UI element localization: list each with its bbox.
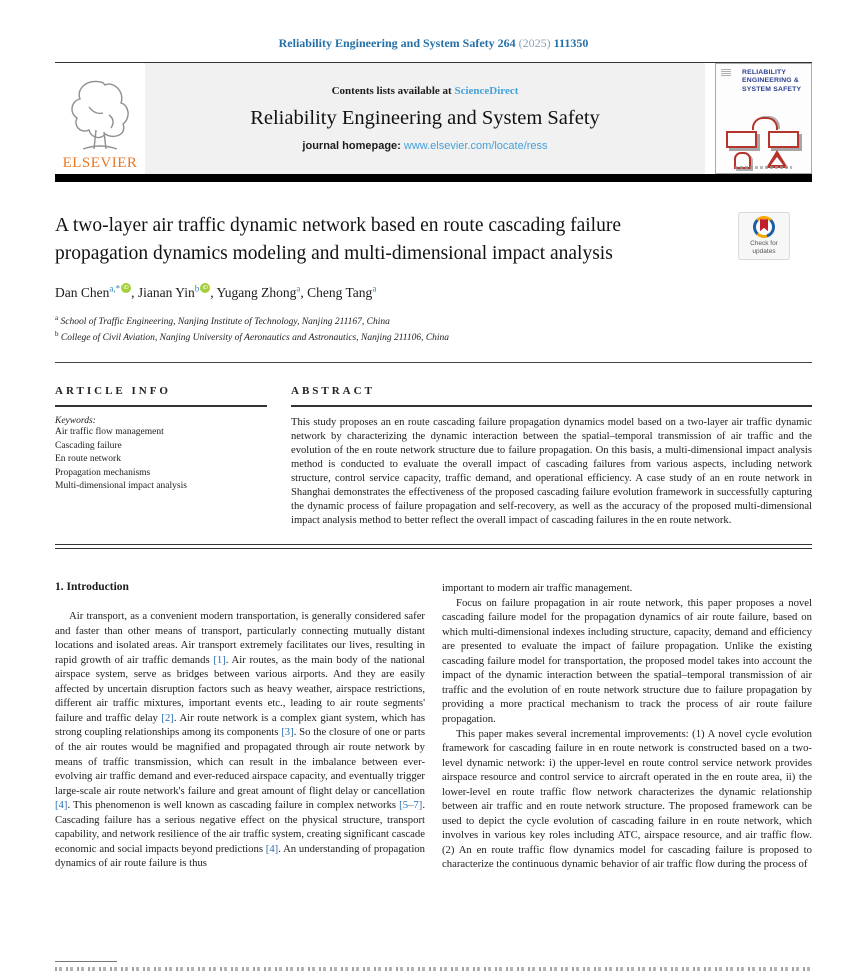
cover-title: RELIABILITY ENGINEERING & SYSTEM SAFETY [742,69,802,93]
footnote-rule [55,961,117,962]
keyword: Multi-dimensional impact analysis [55,481,187,492]
abstract-bottom-rule [55,544,812,549]
sciencedirect-link[interactable]: ScienceDirect [454,85,519,97]
banner-gap [705,63,715,174]
keyword: Propagation mechanisms [55,467,151,478]
check-for-updates-label: Check for updates [750,240,778,255]
author[interactable] [55,285,138,300]
article-info-heading: ARTICLE INFO [55,385,171,398]
right-column [442,581,812,872]
author-name: Jianan Yin [137,284,195,300]
keyword: En route network [55,454,121,465]
article-title: A two-layer air traffic dynamic network based en route cascading failure propagation dynamics modeling and multi-dimensional impact analysis [55,215,621,265]
article-info-column [55,385,267,528]
journal-banner [55,63,812,174]
elsevier-wordmark: ELSEVIER [62,155,138,171]
author[interactable] [217,285,308,300]
contents-prefix: Contents lists available at [331,85,455,97]
abstract-rule [291,405,812,407]
body-paragraph: important to modern air traffic management. [442,582,633,595]
orcid-icon[interactable] [200,283,210,293]
banner-black-bar [55,174,812,182]
author[interactable] [307,285,376,300]
author[interactable] [138,285,217,300]
author-affil-mark: a [372,283,377,294]
body-paragraph: Air transport, as a convenient modern transportation, is generally considered safer and faster than other means of transport, particularly connecting mutually distant locations and isolated areas. Air transport extremely facilitates our lives, resulting in rapid growth of air traffic demands [1]. Air routes, as the main body of the national airspace system, serve as bridges between various airports. And they are easily affected by uncertain disruption factors such as heavy weather, airspace restrictions, different air traffic mixtures, important events etc., leading to air route segments' failure and traffic delay [2]. Air route network is a complex giant system, which has strong coupling relationships among its components [3]. So the closure of one or parts of the air routes would be magnified and propagated through air route network by means of traffic transmission, which can result in the imbalance between ever-evolving air traffic demand and ever-reduced airspace capacity, and eventually trigger large-scale air route network's failure and great amount of flight delay or cancellation [4]. This phenomenon is well known as cascading failure in complex networks [5–7]. Cascading failure has a serious negative effect on the physical structure, transport capability, and network resilience of the air traffic system, creating significant cascade economic and social impacts beyond predictions [4]. An understanding of propagation dynamics of air route failure is thus [55,610,426,870]
body-paragraph: This paper makes several incremental improvements: (1) A novel cycle evolution framework for cascading failure in en route network is constructed based on a two-level dynamic network: i) the upper-level en route control service network provides airspace resource and control service to aircraft operated in the en route area, ii) the lower-level en route traffic flow network characterizes the dynamic relationship between air traffic and en route network structure. The proposed framework can be used to depict the cycle evolution of cascading failure in en route network, which involves in various key roles including ATC, airspace resource, and air traffic flow. (2) An en route traffic flow dynamics model for cascading failure is proposed to characterize the continuous dynamic behavior of air traffic flow during the process of [442,727,812,871]
crossmark-icon [753,216,775,238]
keyword: Cascading failure [55,440,122,451]
banner-center [145,63,705,174]
elsevier-logo[interactable] [55,63,145,174]
author-name: Cheng Tang [307,284,373,300]
homepage-line [302,140,547,152]
cover-footer-text [735,166,792,169]
orcid-icon[interactable] [121,283,131,293]
author-name: Yugang Zhong [216,284,297,300]
author-affil-mark: b [194,283,200,294]
author-affil-mark: a [296,283,301,294]
homepage-link[interactable]: www.elsevier.com/locate/ress [403,140,548,152]
cover-rectangle-shape [726,131,757,148]
running-head-citation[interactable] [55,36,812,51]
keywords-label: Keywords: [55,416,96,427]
journal-cover-thumbnail[interactable] [715,63,812,174]
affiliation: $^b$ College of Civil Aviation, Nanjing University of Aeronautics and Astronautics, Nanjing 211106, China [55,330,450,344]
abstract-heading: ABSTRACT [291,385,375,398]
author-affil-mark: a,* [109,283,121,294]
affiliation-list [55,313,812,347]
check-for-updates-badge[interactable] [738,212,790,260]
cover-arc-shape [752,117,778,130]
cover-rectangle-shape [768,131,799,148]
journal-title: Reliability Engineering and System Safety [250,107,600,129]
cover-issn-mark [721,69,731,77]
affiliation: $^a$ School of Traffic Engineering, Nanjing Institute of Technology, Nanjing 211167, China [55,313,390,327]
keyword: Air traffic flow management [55,427,164,438]
article-info-rule [55,405,267,407]
introduction-section [55,581,812,872]
citation-article-number: 111350 [553,36,589,50]
left-column [55,581,425,872]
citation-year: (2025) [518,36,551,50]
abstract-text: This study proposes an en route cascading failure propagation dynamics model based on a two-layer air traffic dynamic network by characterizing the dynamic interaction between the spatial–temporal transmission of air traffic and the evolution of the en route network structure due to failure propagation. On this basis, a multi-dimensional impact analysis method is conducted to evaluate the overall impact of cascading failures from various aspects, including network structure, control service capacity, traffic demand, and operational efficiency. A case study of an en route network in Shanghai demonstrates the effectiveness of the proposed cascading failure evolution framework in successfully capturing the dynamic process of failure propagation and self-recovery, as well as the accuracy of the proposed multi-dimensional impact analysis method to better reflect the overall impact of cascading failures in the en route network. [291,417,812,527]
abstract-column [291,385,812,528]
clipped-footnote-text [55,967,812,971]
author-list [55,285,812,301]
elsevier-tree-icon [65,77,135,159]
homepage-prefix: journal homepage: [302,140,404,152]
author-name: Dan Chen [55,284,110,300]
contents-line [332,85,519,97]
body-paragraph: Focus on failure propagation in air route network, this paper proposes a novel cascading failure model for the propagation dynamics of air route failure, based on which multi-dimensional indexes including structure, capacity, demand and efficiency are presented to evaluate the impact of failure propagation. Unlike the existing cascading failure model for transportation, the proposed model takes into account the impact of the dynamic interaction between the spatial–temporal transmission of air traffic and the evolution of en route network structure due to failure propagation by providing a more practical mechanism to track the process of air route failure propagation. [442,596,812,725]
section-heading: 1. Introduction [55,581,129,594]
citation-journal: Reliability Engineering and System Safety 264 [278,36,516,50]
